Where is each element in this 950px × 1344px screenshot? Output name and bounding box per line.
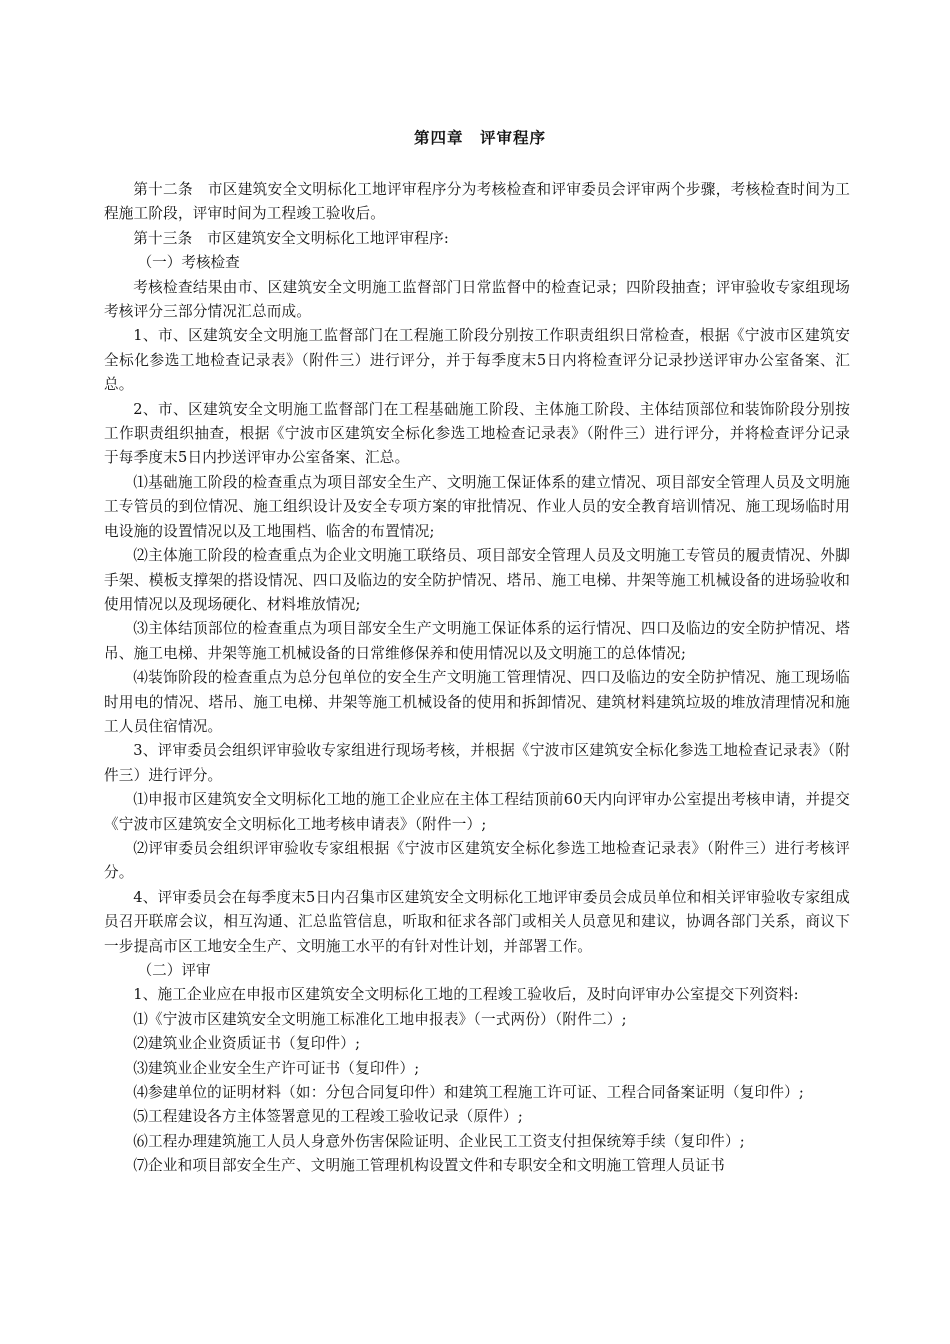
list-item: ⑸工程建设各方主体签署意见的工程竣工验收记录（原件）; xyxy=(133,1108,523,1126)
paragraph: 2、市、区建筑安全文明施工监督部门在工程基础施工阶段、主体施工阶段、主体结顶部位和装饰阶段分别按工作职责组织抽查，根据《宁波市区建筑安全标化参选工地检查记录表》（附件三）进行评分，并将检查评分记录于每季度末5日内抄送评审办公室备案、汇总。 xyxy=(104,400,850,467)
paragraph: 4、评审委员会在每季度末5日内召集市区建筑安全文明标化工地评审委员会成员单位和相关评审验收专家组成员召开联席会议，相互沟通、汇总监管信息，听取和征求各部门或相关人员意见和建议，协调各部门关系，商议下一步提高市区工地安全生产、文明施工水平的有针对性计划，并部署工作。 xyxy=(104,888,850,955)
chapter-title: 第四章 评审程序 xyxy=(413,129,546,147)
list-item: ⑶建筑业企业安全生产许可证书（复印件）; xyxy=(133,1059,420,1077)
article-13: 第十三条 市区建筑安全文明标化工地评审程序: xyxy=(133,229,449,247)
list-item: ⑶主体结顶部位的检查重点为项目部安全生产文明施工保证体系的运行情况、四口及临边的安全防护情况、塔吊、施工电梯、井架等施工机械设备的日常维修保养和使用情况以及文明施工的总体情况; xyxy=(104,620,850,662)
paragraph: 3、评审委员会组织评审验收专家组进行现场考核，并根据《宁波市区建筑安全标化参选工地检查记录表》（附件三）进行评分。 xyxy=(104,742,850,784)
section-heading-inspection: （一）考核检查 xyxy=(137,254,240,272)
paragraph: 1、市、区建筑安全文明施工监督部门在工程施工阶段分别按工作职责组织日常检查，根据《宁波市区建筑安全标化参选工地检查记录表》（附件三）进行评分，并于每季度末5日内将检查评分记录抄送评审办公室备案、汇总。 xyxy=(104,327,850,394)
list-item: ⑴《宁波市区建筑安全文明施工标准化工地申报表》（一式两份）（附件二）; xyxy=(133,1010,627,1028)
section-heading-review: （二）评审 xyxy=(137,962,211,979)
list-item: ⑵评审委员会组织评审验收专家组根据《宁波市区建筑安全标化参选工地检查记录表》（附件三）进行考核评分。 xyxy=(104,839,850,882)
list-item: ⑷参建单位的证明材料（如：分包合同复印件）和建筑工程施工许可证、工程合同备案证明（复印件）; xyxy=(133,1084,805,1102)
article-12: 第十二条 市区建筑安全文明标化工地评审程序分为考核检查和评审委员会评审两个步骤，考核检查时间为工程施工阶段，评审时间为工程竣工验收后。 xyxy=(104,181,850,223)
list-item: ⑷装饰阶段的检查重点为总分包单位的安全生产文明施工管理情况、四口及临边的安全防护情况、施工现场临时用电的情况、塔吊、施工电梯、井架等施工机械设备的使用和拆卸情况、建筑材料建筑垃圾的堆放清理情况和施工人员住宿情况。 xyxy=(104,669,850,735)
list-item: ⑵建筑业企业资质证书（复印件）; xyxy=(133,1035,361,1053)
list-item: ⑴基础施工阶段的检查重点为项目部安全生产、文明施工保证体系的建立情况、项目部安全管理人员及文明施工专管员的到位情况、施工组织设计及安全专项方案的审批情况、作业人员的安全教育培训情况、施工现场临时用电设施的设置情况以及工地围档、临舍的布置情况; xyxy=(104,473,850,540)
list-item: ⑺企业和项目部安全生产、文明施工管理机构设置文件和专职安全和文明施工管理人员证书 xyxy=(133,1157,725,1175)
paragraph: 考核检查结果由市、区建筑安全文明施工监督部门日常监督中的检查记录；四阶段抽查；评审验收专家组现场考核评分三部分情况汇总而成。 xyxy=(104,278,850,321)
list-item: ⑴申报市区建筑安全文明标化工地的施工企业应在主体工程结顶前60天内向评审办公室提出考核申请，并提交《宁波市区建筑安全文明标化工地考核申请表》（附件一）; xyxy=(104,791,850,833)
list-item: ⑹工程办理建筑施工人员人身意外伤害保险证明、企业民工工资支付担保统筹手续（复印件）; xyxy=(133,1132,745,1150)
list-item: ⑵主体施工阶段的检查重点为企业文明施工联络员、项目部安全管理人员及文明施工专管员的履责情况、外脚手架、模板支撑架的搭设情况、四口及临边的安全防护情况、塔吊、施工电梯、井架等施工机械设备的进场验收和使用情况以及现场硬化、材料堆放情况; xyxy=(104,547,850,613)
paragraph: 1、施工企业应在申报市区建筑安全文明标化工地的工程竣工验收后，及时向评审办公室提交下列资料: xyxy=(133,986,799,1004)
